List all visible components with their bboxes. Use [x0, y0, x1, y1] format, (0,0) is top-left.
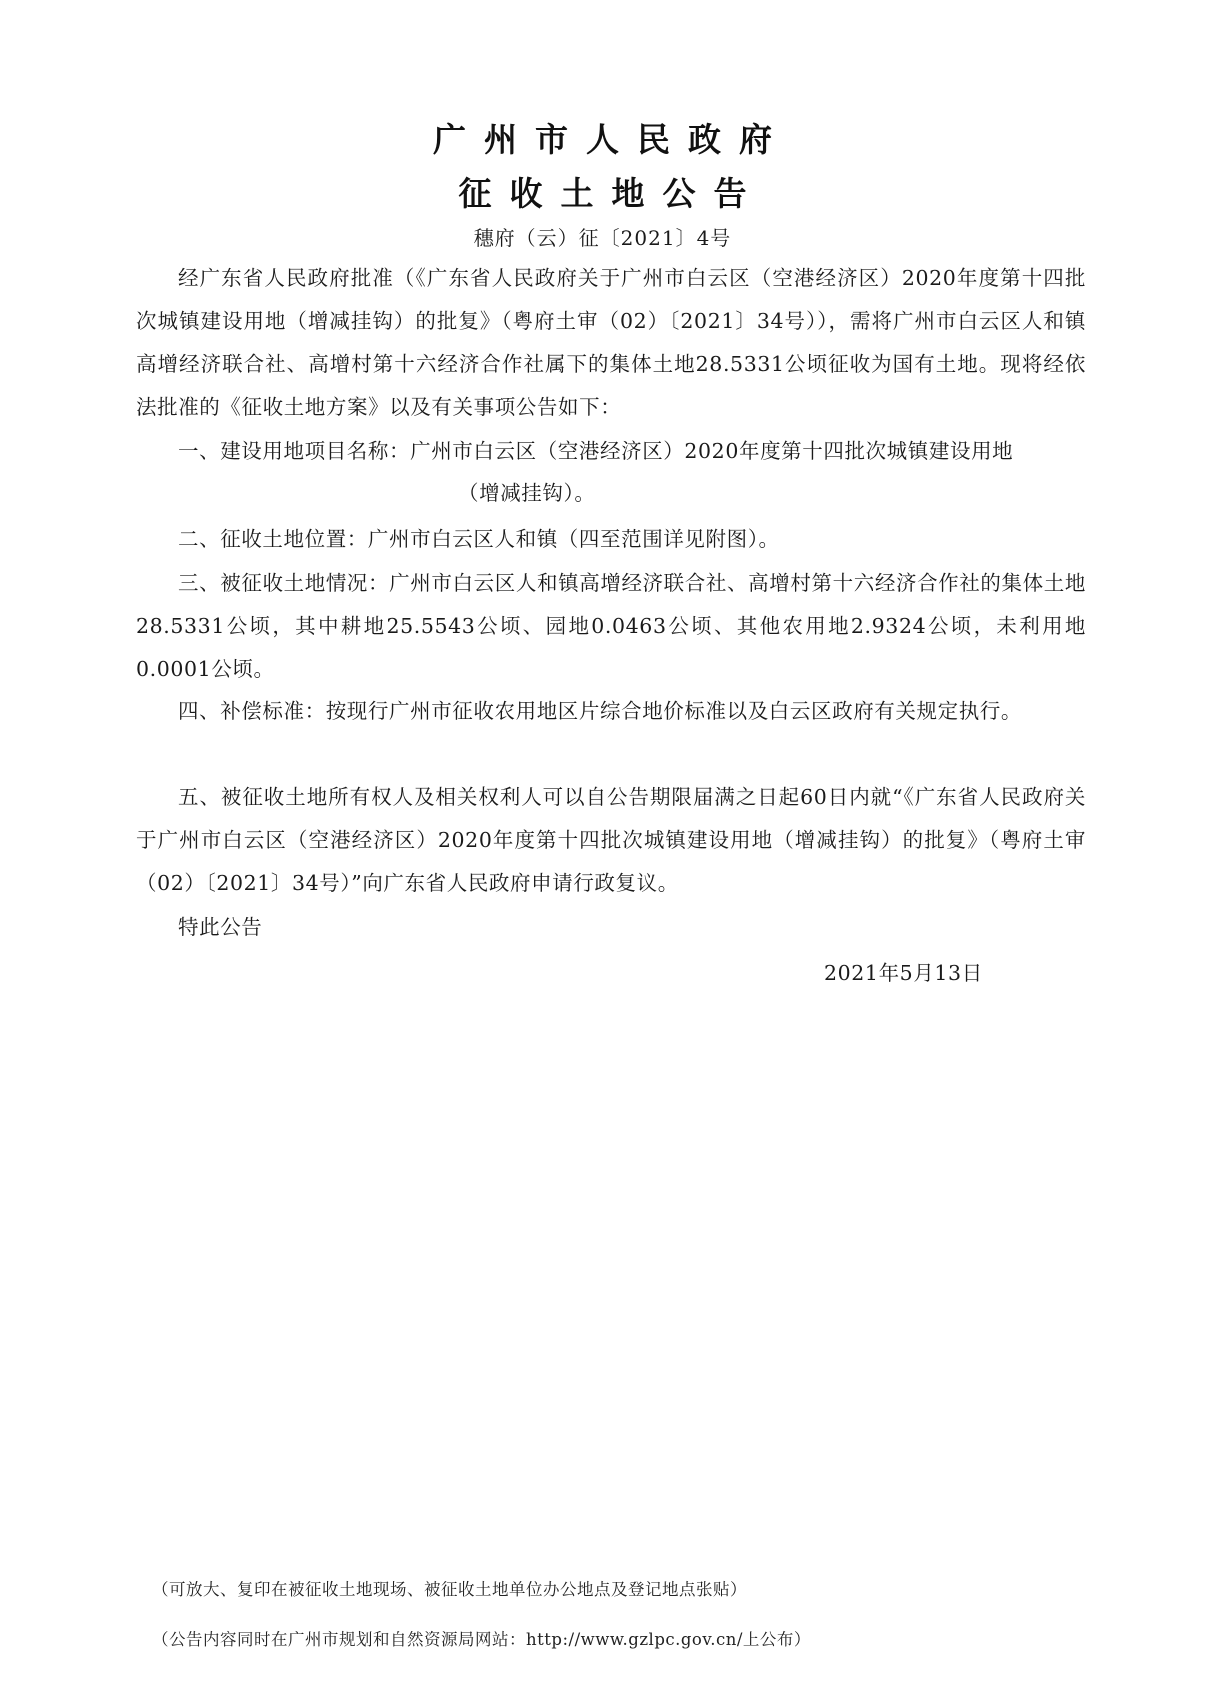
item-compensation [136, 690, 1086, 733]
item1-text: 一、建设用地项目名称：广州市白云区（空港经济区）2020年度第十四批次城镇建设用地 [178, 439, 1014, 463]
item-land-situation [136, 562, 1086, 691]
item-location [136, 518, 1086, 561]
item4-text: 四、补偿标准：按现行广州市征收农用地区片综合地价标准以及白云区政府有关规定执行。 [178, 699, 1022, 723]
item-review-rights [136, 776, 1086, 905]
closing-text: 特此公告 [178, 915, 263, 939]
intro-text: 经广东省人民政府批准（《广东省人民政府关于广州市白云区（空港经济区）2020年度第十四批次城镇建设用地（增减挂钩）的批复》（粤府土审（02）〔2021〕34号）），需将广州市白云区人和镇高增经济联合社、高增村第十六经济合作社属下的集体土地28.5331公顷征收为国有土地。现将经依法批准的《征收土地方案》以及有关事项公告如下： [136, 266, 1086, 419]
item5-text: 五、被征收土地所有权人及相关权利人可以自公告期限届满之日起60日内就“《广东省人民政府关于广州市白云区（空港经济区）2020年度第十四批次城镇建设用地（增减挂钩）的批复》（粤府土审（02）〔2021〕34号）”向广东省人民政府申请行政复议。 [136, 785, 1086, 895]
footnote-posting: （可放大、复印在被征收土地现场、被征收土地单位办公地点及登记地点张贴） [152, 1580, 747, 1599]
announcement-date: 2021年5月13日 [824, 961, 983, 985]
item-project-name [136, 430, 1086, 473]
closing-remark [136, 906, 1086, 949]
item2-text: 二、征收土地位置：广州市白云区人和镇（四至范围详见附图）。 [178, 527, 780, 551]
item1-continuation: （增减挂钩）。 [458, 481, 596, 505]
item3-text: 三、被征收土地情况：广州市白云区人和镇高增经济联合社、高增村第十六经济合作社的集体土地28.5331公顷，其中耕地25.5543公顷、园地0.0463公顷、其他农用地2.9324公顷，未利用地0.0001公顷。 [136, 571, 1086, 681]
intro-paragraph [136, 257, 1086, 429]
document-number: 穗府（云）征〔2021〕4号 [473, 226, 732, 250]
footnote-website: （公告内容同时在广州市规划和自然资源局网站：http://www.gzlpc.gov.cn/上公布） [152, 1630, 811, 1649]
page-subtitle: 征收土地公告 [458, 174, 765, 213]
page-title: 广州市人民政府 [433, 120, 790, 159]
